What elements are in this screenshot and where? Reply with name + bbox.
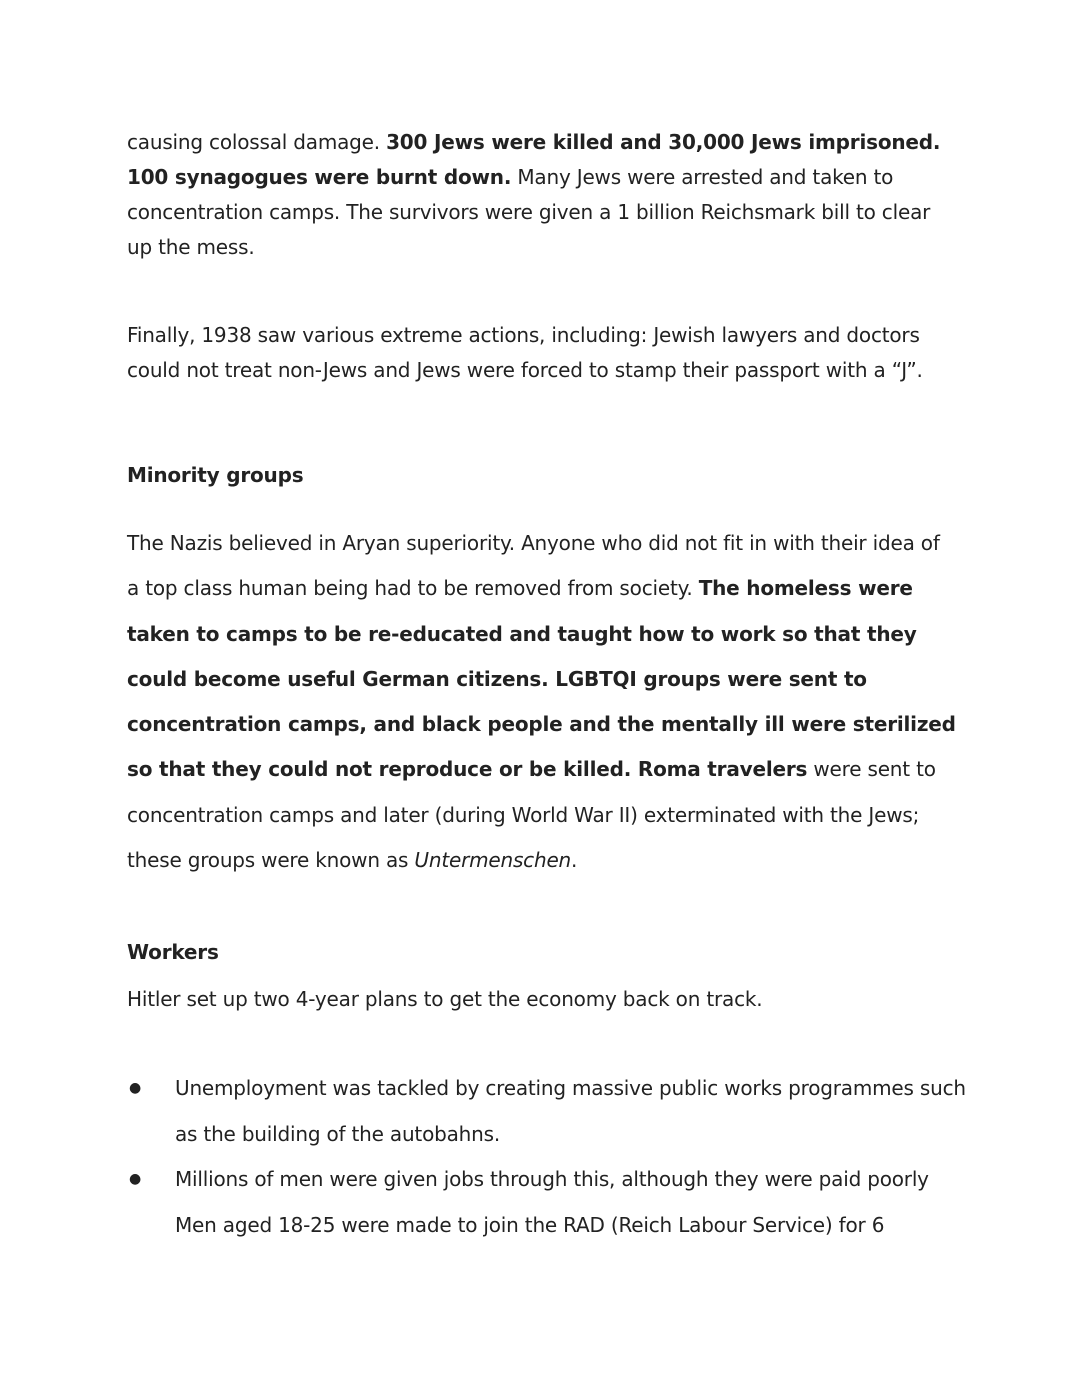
list-item [127, 1066, 967, 1157]
list-item-text: Millions of men were given jobs through this, although they were paid poorly Men aged 18-25 were made to join the RAD (Reich Labour Service) for 6 [175, 1167, 929, 1237]
list-item-text: Unemployment was tackled by creating massive public works programmes such as the building of the autobahns. [175, 1076, 966, 1146]
workers-intro: Hitler set up two 4-year plans to get the economy back on track. [127, 987, 763, 1011]
kristallnacht-text-end: Many Jews were arrested and taken to concentration camps. The survivors were given a 1 billion Reichsmark bill to clear up the mess. [127, 165, 931, 259]
minority-text-end: were sent to concentration camps and later (during World War II) exterminated with the Jews; these groups were known as [127, 757, 936, 873]
paragraph-1938-text: Finally, 1938 saw various extreme actions, including: Jewish lawyers and doctors could not treat non-Jews and Jews were forced to stamp their passport with a “J”. [127, 323, 923, 382]
kristallnacht-bold-text: 300 Jews were killed and 30,000 Jews imprisoned. 100 synagogues were burnt down. [127, 130, 941, 189]
heading-workers: Workers [127, 940, 219, 964]
list-item [127, 1157, 967, 1248]
bullet-icon: ● [129, 1080, 142, 1096]
minority-bold-text: The homeless were taken to camps to be re-educated and taught how to work so that they could become useful German citizens. LGBTQI groups were sent to concentration camps, and black people and the mentally ill were sterilized so that they could not reproduce or be killed. Roma travelers [127, 576, 956, 782]
heading-minority-groups: Minority groups [127, 463, 304, 487]
paragraph-kristallnacht [127, 125, 957, 265]
minority-text: The Nazis believed in Aryan superiority. Anyone who did not fit in with their idea of a top class human being had to be removed from society. [127, 531, 940, 601]
kristallnacht-text: causing colossal damage. [127, 130, 387, 154]
paragraph-minority-groups [127, 521, 957, 883]
bullet-icon: ● [129, 1171, 142, 1187]
minority-period: . [571, 848, 578, 873]
paragraph-1938 [127, 318, 957, 388]
workers-bullet-list [127, 1066, 967, 1248]
minority-italic-term: Untermenschen [414, 848, 572, 873]
